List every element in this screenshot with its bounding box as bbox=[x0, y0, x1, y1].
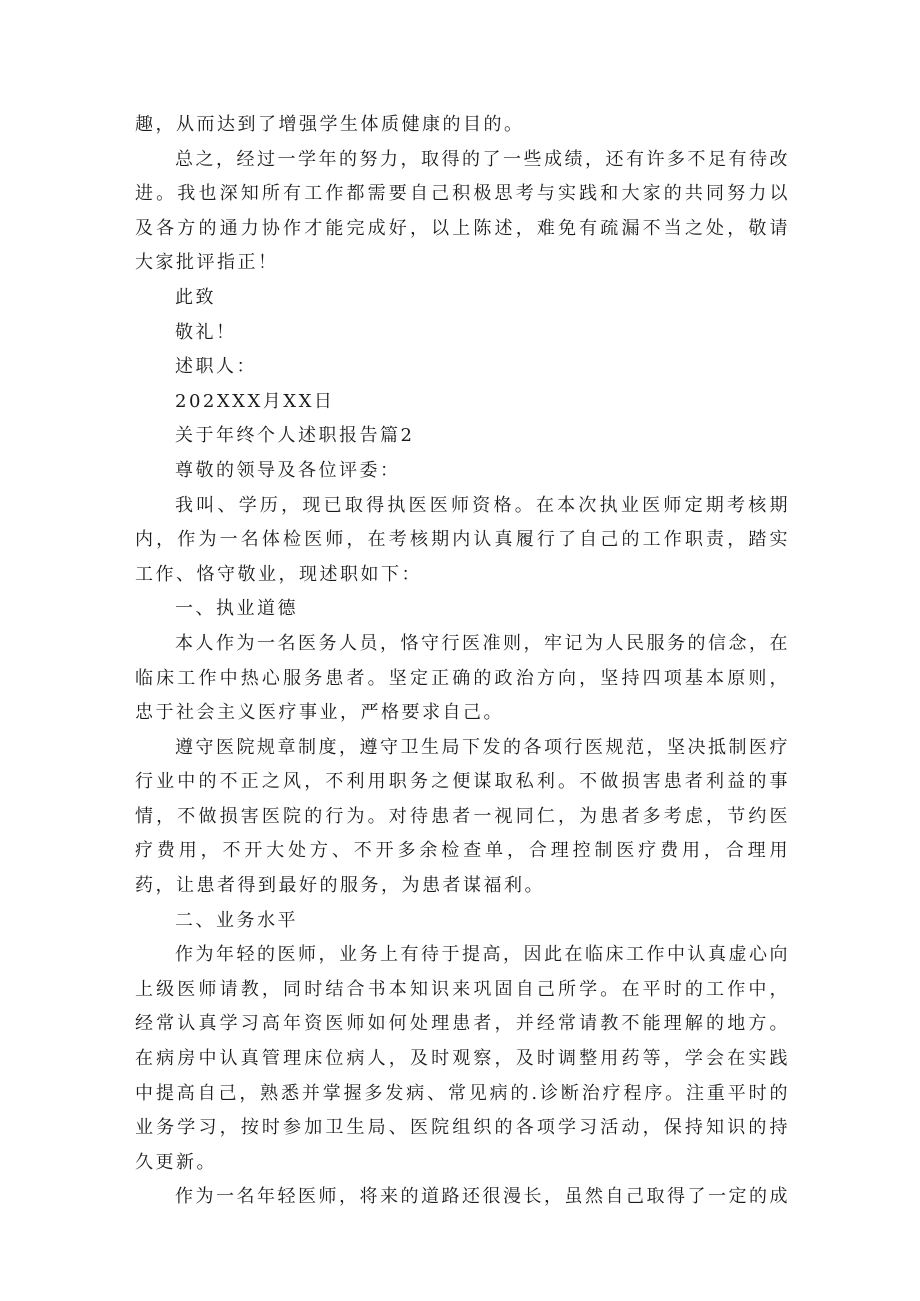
signature-label: 述职人： bbox=[175, 356, 257, 378]
paragraph-intro: 我叫、学历，现已取得执医医师资格。在本次执业医师定期考核期内，作为一名体检医师，在考核期内认真履行了自己的工作职责，踏实工作、恪守敬业，现述职如下： bbox=[135, 494, 790, 585]
paragraph-ethics-1: 本人作为一名医务人员，恪守行医准则，牢记为人民服务的信念，在临床工作中热心服务患者。坚定正确的政治方向，坚持四项基本原则，忠于社会主义医疗事业，严格要求自己。 bbox=[135, 632, 790, 724]
greeting: 尊敬的领导及各位评委： bbox=[175, 459, 401, 481]
paragraph-ethics-2: 遵守医院规章制度，遵守卫生局下发的各项行医规范，坚决抵制医疗行业中的不正之风，不利用职务之便谋取私利。不做损害患者利益的事情，不做损害医院的行为。对待患者一视同仁，为患者多考虑，节约医疗费用，不开大处方、不开多余检查单，合理控制医疗费用，合理用药，让患者得到最好的服务，为患者谋福利。 bbox=[135, 736, 790, 897]
closing-salutation: 此致 bbox=[175, 286, 216, 308]
section-title: 关于年终个人述职报告篇2 bbox=[175, 425, 415, 447]
document-body bbox=[135, 108, 790, 1215]
paragraph-0: 趣，从而达到了增强学生体质健康的目的。 bbox=[135, 114, 525, 135]
signature-date: 202XXX月XX日 bbox=[175, 390, 335, 412]
paragraph-skills: 作为年轻的医师，业务上有待于提高，因此在临床工作中认真虚心向上级医师请教，同时结合书本知识来巩固自己所学。在平时的工作中，经常认真学习高年资医师如何处理患者，并经常请教不能理解的地方。在病房中认真管理床位病人，及时观察，及时调整用药等，学会在实践中提高自己，熟悉并掌握多发病、常见病的.诊断治疗程序。注重平时的业务学习，按时参加卫生局、医院组织的各项学习活动，保持知识的持久更新。 bbox=[135, 944, 790, 1173]
closing-regards: 敬礼！ bbox=[175, 321, 237, 343]
heading-ethics: 一、执业道德 bbox=[175, 598, 298, 620]
paragraph-summary: 总之，经过一学年的努力，取得的了一些成绩，还有许多不足有待改进。我也深知所有工作都需要自己积极思考与实践和大家的共同努力以及各方的通力协作才能完成好，以上陈述，难免有疏漏不当之处，敬请大家批评指正！ bbox=[135, 148, 790, 274]
heading-skills: 二、业务水平 bbox=[175, 909, 298, 931]
paragraph-future: 作为一名年轻医师，将来的道路还很漫长，虽然自己取得了一定的成 bbox=[175, 1186, 790, 1208]
